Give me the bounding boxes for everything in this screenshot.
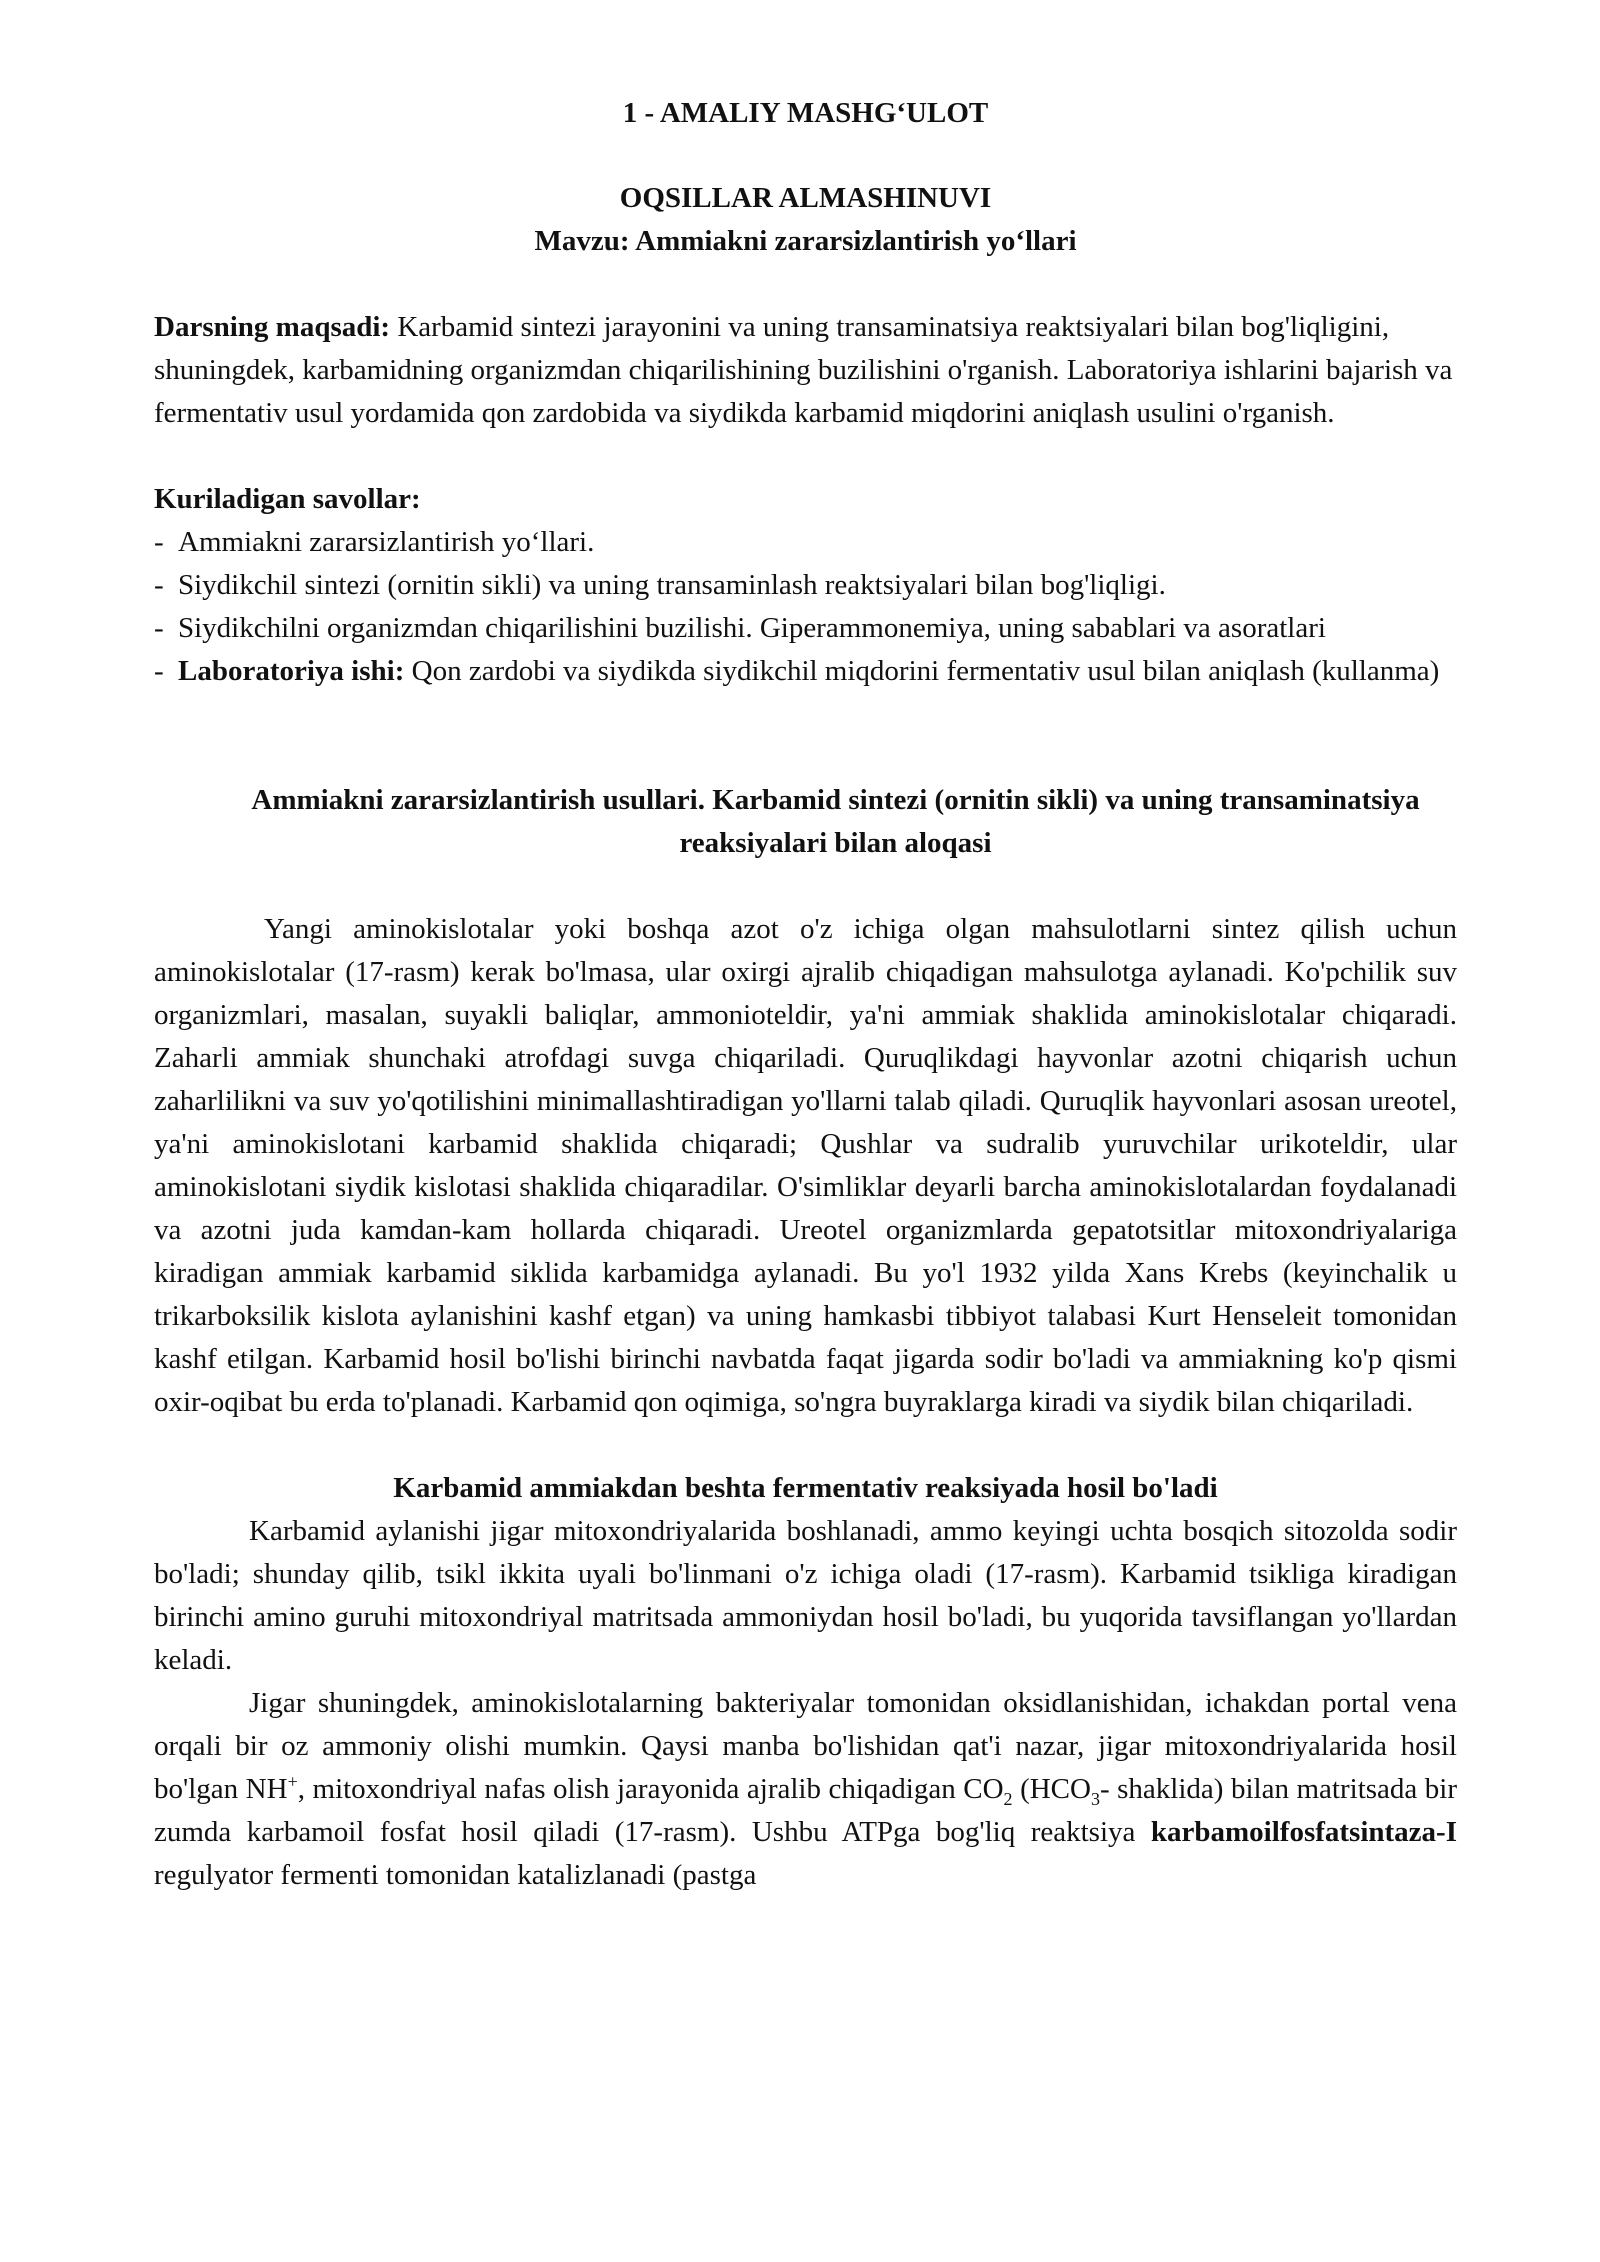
paragraph-3-text: , mitoxondriyal nafas olish jarayonida ajralib chiqadigan CO (297, 1773, 1004, 1805)
question-text: Siydikchilni organizmdan chiqarilishini buzilishi. Giperammonemiya, uning sabablari va asoratlari (178, 612, 1326, 644)
goal-text: Karbamid sintezi jarayonini va uning transaminatsiya reaktsiyalari bilan bog'liqligini, shuningdek, karbamidning organizmdan chiqarilishining buzilishini o'rganish. Laboratoriya ishlarini bajarish va fermentativ usul yordamida qon zardobida va siydikda karbamid miqdorini aniqlash usulini o'rganish. (154, 311, 1453, 429)
paragraph-3-text: regulyator fermenti tomonidan katalizlanadi (pastga (154, 1859, 757, 1891)
paragraph-3-text: (HCO (1012, 1773, 1091, 1805)
list-item (154, 607, 1457, 650)
questions-list (154, 521, 1457, 693)
enzyme-name: karbamoilfosfatsintaza-I (1150, 1816, 1457, 1848)
question-text: Siydikchil sintezi (ornitin sikli) va uning transaminlash reaktsiyalari bilan bog'liqligi. (178, 569, 1166, 601)
goal-label: Darsning maqsadi: (154, 311, 391, 343)
list-item (154, 564, 1457, 607)
section-heading-1: Ammiakni zararsizlantirish usullari. Karbamid sintezi (ornitin sikli) va uning transaminatsiya reaksiyalari bilan aloqasi (251, 784, 1420, 859)
list-dash: - (154, 612, 164, 644)
question-text: Ammiakni zararsizlantirish yo‘llari. (178, 526, 595, 558)
list-dash: - (154, 569, 164, 601)
list-dash: - (154, 655, 164, 687)
lab-text: Qon zardobi va siydikda siydikchil miqdorini fermentativ usul bilan aniqlash (kullanma) (404, 655, 1440, 687)
list-dash: - (154, 526, 164, 558)
subscript-2: 2 (1003, 1788, 1013, 1809)
lab-label: Laboratoriya ishi: (178, 655, 405, 687)
lesson-title: 1 - AMALIY MASHG‘ULOT (622, 97, 989, 129)
questions-label: Kuriladigan savollar: (154, 483, 421, 515)
lesson-goal (154, 306, 1457, 435)
paragraph-3-text: - shaklida) bilan matritsada bir zumda karbamoil fosfat hosil qiladi (17-rasm). Ushbu ATPga bog'liq reaktsiya (154, 1773, 1458, 1848)
list-item (154, 650, 1457, 693)
subscript-3: 3 (1090, 1788, 1100, 1809)
section-title: OQSILLAR ALMASHINUVI (619, 182, 992, 214)
superscript-plus: + (287, 1771, 298, 1792)
paragraph-3 (154, 1682, 1457, 1897)
paragraph-3-text: Jigar shuningdek, aminokislotalarning bakteriyalar tomonidan oksidlanishidan, ichakdan portal vena orqali bir oz ammoniy olishi mumkin. Qaysi manba bo'lishidan qat'i nazar, jigar mitoxondriyalarida hosil bo'lgan NH (154, 1687, 1457, 1805)
section-heading-2: Karbamid ammiakdan beshta fermentativ reaksiyada hosil bo'ladi (393, 1472, 1218, 1504)
list-item (154, 521, 1457, 564)
topic-title: Mavzu: Ammiakni zararsizlantirish yo‘llari (534, 225, 1077, 257)
paragraph-2: Karbamid aylanishi jigar mitoxondriyalarida boshlanadi, ammo keyingi uchta bosqich sitozolda sodir bo'ladi; shunday qilib, tsikl ikkita uyali bo'linmani o'z ichiga oladi (17-rasm). Karbamid tsikliga kiradigan birinchi amino guruhi mitoxondriyal matritsada ammoniydan hosil bo'ladi, bu yuqorida tavsiflangan yo'llardan keladi. (154, 1515, 1457, 1676)
paragraph-1: Yangi aminokislotalar yoki boshqa azot o'z ichiga olgan mahsulotlarni sintez qilish uchun aminokislotalar (17-rasm) kerak bo'lmasa, ular oxirgi ajralib chiqadigan mahsulotga aylanadi. Ko'pchilik suv organizmlari, masalan, suyakli baliqlar, ammonioteldir, ya'ni ammiak shaklida aminokislotalar chiqaradi. Zaharli ammiak shunchaki atrofdagi suvga chiqariladi. Quruqlikdagi hayvonlar azotni chiqarish uchun zaharlilikni va suv yo'qotilishini minimallashtiradigan yo'llarni talab qiladi. Quruqlik hayvonlari asosan ureotel, ya'ni aminokislotani karbamid shaklida chiqaradi; Qushlar va sudralib yuruvchilar urikoteldir, ular aminokislotani siydik kislotasi shaklida chiqaradilar. O'simliklar deyarli barcha aminokislotalardan foydalanadi va azotni juda kamdan-kam hollarda chiqaradi. Ureotel organizmlarda gepatotsitlar mitoxondriyalariga kiradigan ammiak karbamid siklida karbamidga aylanadi. Bu yo'l 1932 yilda Xans Krebs (keyinchalik u trikarboksilik kislota aylanishini kashf etgan) va uning hamkasbi tibbiyot talabasi Kurt Henseleit tomonidan kashf etilgan. Karbamid hosil bo'lishi birinchi navbatda faqat jigarda sodir bo'ladi va ammiakning ko'p qismi oxir-oqibat bu erda to'planadi. Karbamid qon oqimiga, so'ngra buyraklarga kiradi va siydik bilan chiqariladi. (154, 913, 1457, 1418)
